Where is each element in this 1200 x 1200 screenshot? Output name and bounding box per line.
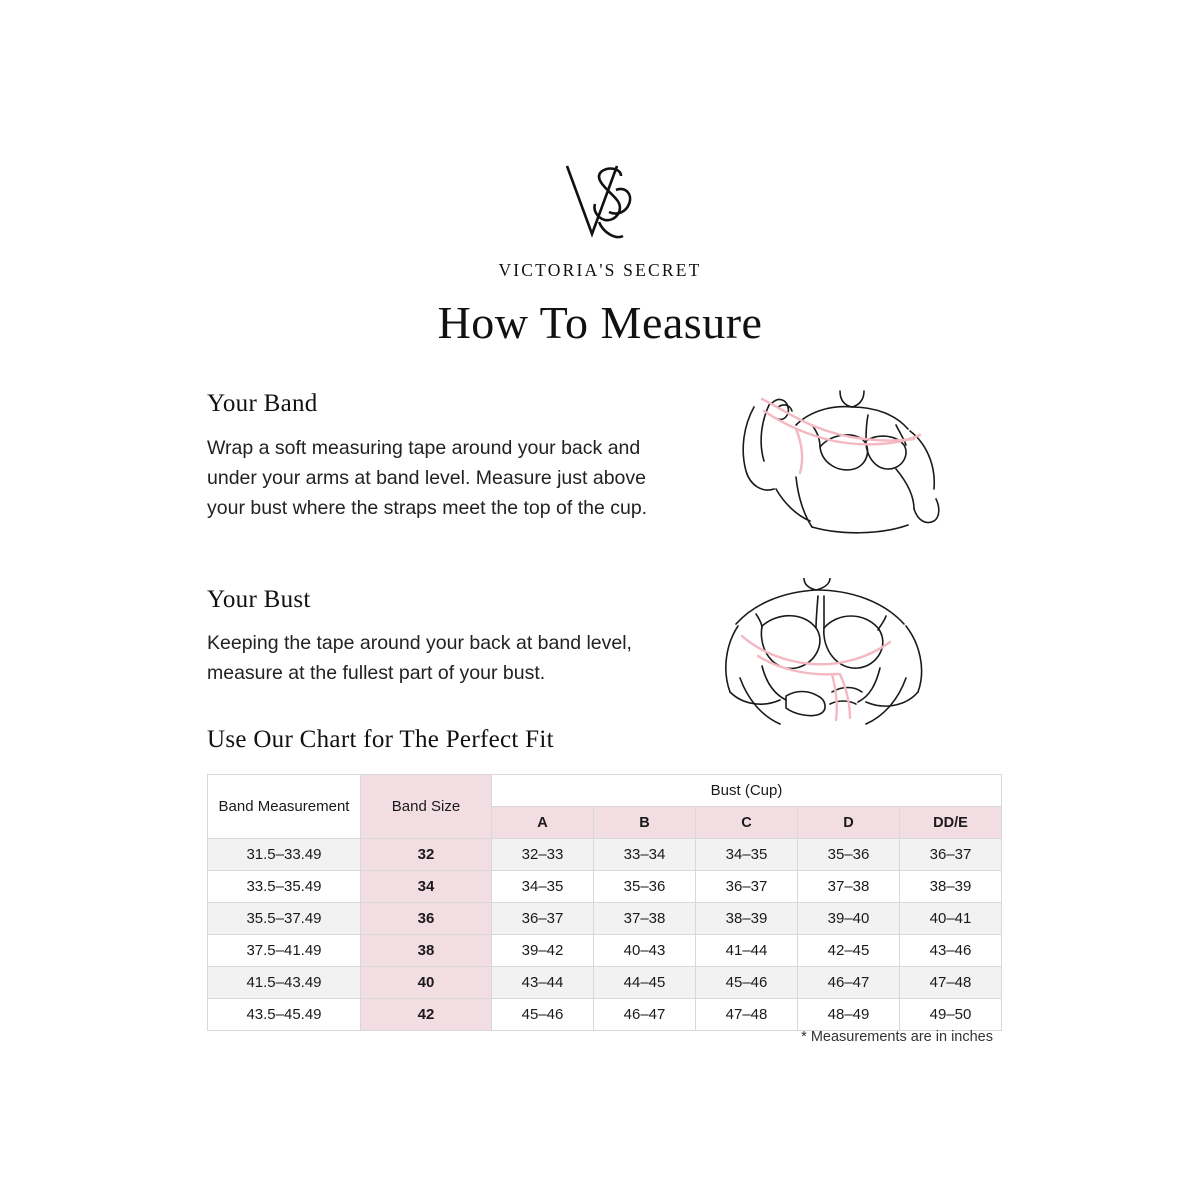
cell-cup-d: 37–38 — [798, 871, 900, 903]
section-body-band: Wrap a soft measuring tape around your back and under your arms at band level. Measure just above your bust where the straps meet the top of the cup. — [207, 437, 648, 519]
cell-band-measurement: 35.5–37.49 — [208, 903, 361, 935]
cell-cup-a: 39–42 — [492, 935, 594, 967]
cell-cup-b: 37–38 — [594, 903, 696, 935]
cell-cup-b: 33–34 — [594, 839, 696, 871]
woman-measuring-band-illustration — [700, 385, 1000, 550]
cell-cup-b: 40–43 — [594, 935, 696, 967]
header-band-measurement: Band Measurement — [208, 775, 361, 839]
table-row — [208, 871, 1002, 903]
cell-cup-a: 34–35 — [492, 871, 594, 903]
header-bust-group: Bust (Cup) — [492, 775, 1002, 807]
cell-cup-dd-e: 40–41 — [900, 903, 1002, 935]
header-cup-c: C — [696, 807, 798, 839]
section-heading-bust: Your Bust — [207, 586, 311, 613]
section-body-bust: Keeping the tape around your back at band level, measure at the fullest part of your bust. — [207, 632, 632, 684]
header-cup-dd-e: DD/E — [900, 807, 1002, 839]
cell-band-size: 42 — [361, 999, 492, 1031]
chart-heading: Use Our Chart for The Perfect Fit — [207, 726, 554, 753]
woman-measuring-bust-illustration — [700, 578, 980, 733]
cell-cup-c: 36–37 — [696, 871, 798, 903]
cell-band-size: 38 — [361, 935, 492, 967]
cell-cup-d: 35–36 — [798, 839, 900, 871]
header-cup-b: B — [594, 807, 696, 839]
cell-cup-a: 45–46 — [492, 999, 594, 1031]
cell-band-measurement: 41.5–43.49 — [208, 967, 361, 999]
cell-band-size: 36 — [361, 903, 492, 935]
cell-cup-d: 48–49 — [798, 999, 900, 1031]
cell-cup-c: 45–46 — [696, 967, 798, 999]
cell-cup-d: 39–40 — [798, 903, 900, 935]
page-title: How To Measure — [437, 297, 763, 348]
cell-band-measurement: 31.5–33.49 — [208, 839, 361, 871]
table-footnote: * Measurements are in inches — [801, 1029, 993, 1045]
cell-cup-b: 35–36 — [594, 871, 696, 903]
cell-cup-dd-e: 38–39 — [900, 871, 1002, 903]
cell-cup-dd-e: 47–48 — [900, 967, 1002, 999]
cell-cup-a: 36–37 — [492, 903, 594, 935]
size-chart-table — [207, 774, 1002, 1031]
header-band-size: Band Size — [361, 775, 492, 839]
cell-cup-b: 46–47 — [594, 999, 696, 1031]
cell-band-size: 34 — [361, 871, 492, 903]
brand-name: VICTORIA'S SECRET — [498, 260, 702, 280]
cell-cup-c: 34–35 — [696, 839, 798, 871]
table-row — [208, 999, 1002, 1031]
cell-cup-dd-e: 49–50 — [900, 999, 1002, 1031]
vs-monogram-icon — [559, 160, 641, 252]
table-row — [208, 903, 1002, 935]
cell-band-measurement: 37.5–41.49 — [208, 935, 361, 967]
header-cup-d: D — [798, 807, 900, 839]
cell-cup-c: 38–39 — [696, 903, 798, 935]
cell-cup-d: 42–45 — [798, 935, 900, 967]
cell-band-measurement: 33.5–35.49 — [208, 871, 361, 903]
table-row — [208, 839, 1002, 871]
table-row — [208, 967, 1002, 999]
cell-cup-dd-e: 43–46 — [900, 935, 1002, 967]
table-header-row-top — [208, 775, 1002, 807]
cell-cup-b: 44–45 — [594, 967, 696, 999]
cell-cup-d: 46–47 — [798, 967, 900, 999]
cell-band-measurement: 43.5–45.49 — [208, 999, 361, 1031]
cell-band-size: 40 — [361, 967, 492, 999]
cell-cup-dd-e: 36–37 — [900, 839, 1002, 871]
cell-cup-a: 32–33 — [492, 839, 594, 871]
cell-cup-c: 41–44 — [696, 935, 798, 967]
header-cup-a: A — [492, 807, 594, 839]
brand-logo — [0, 160, 1200, 281]
table-row — [208, 935, 1002, 967]
cell-cup-a: 43–44 — [492, 967, 594, 999]
cell-band-size: 32 — [361, 839, 492, 871]
cell-cup-c: 47–48 — [696, 999, 798, 1031]
section-heading-band: Your Band — [207, 390, 318, 417]
